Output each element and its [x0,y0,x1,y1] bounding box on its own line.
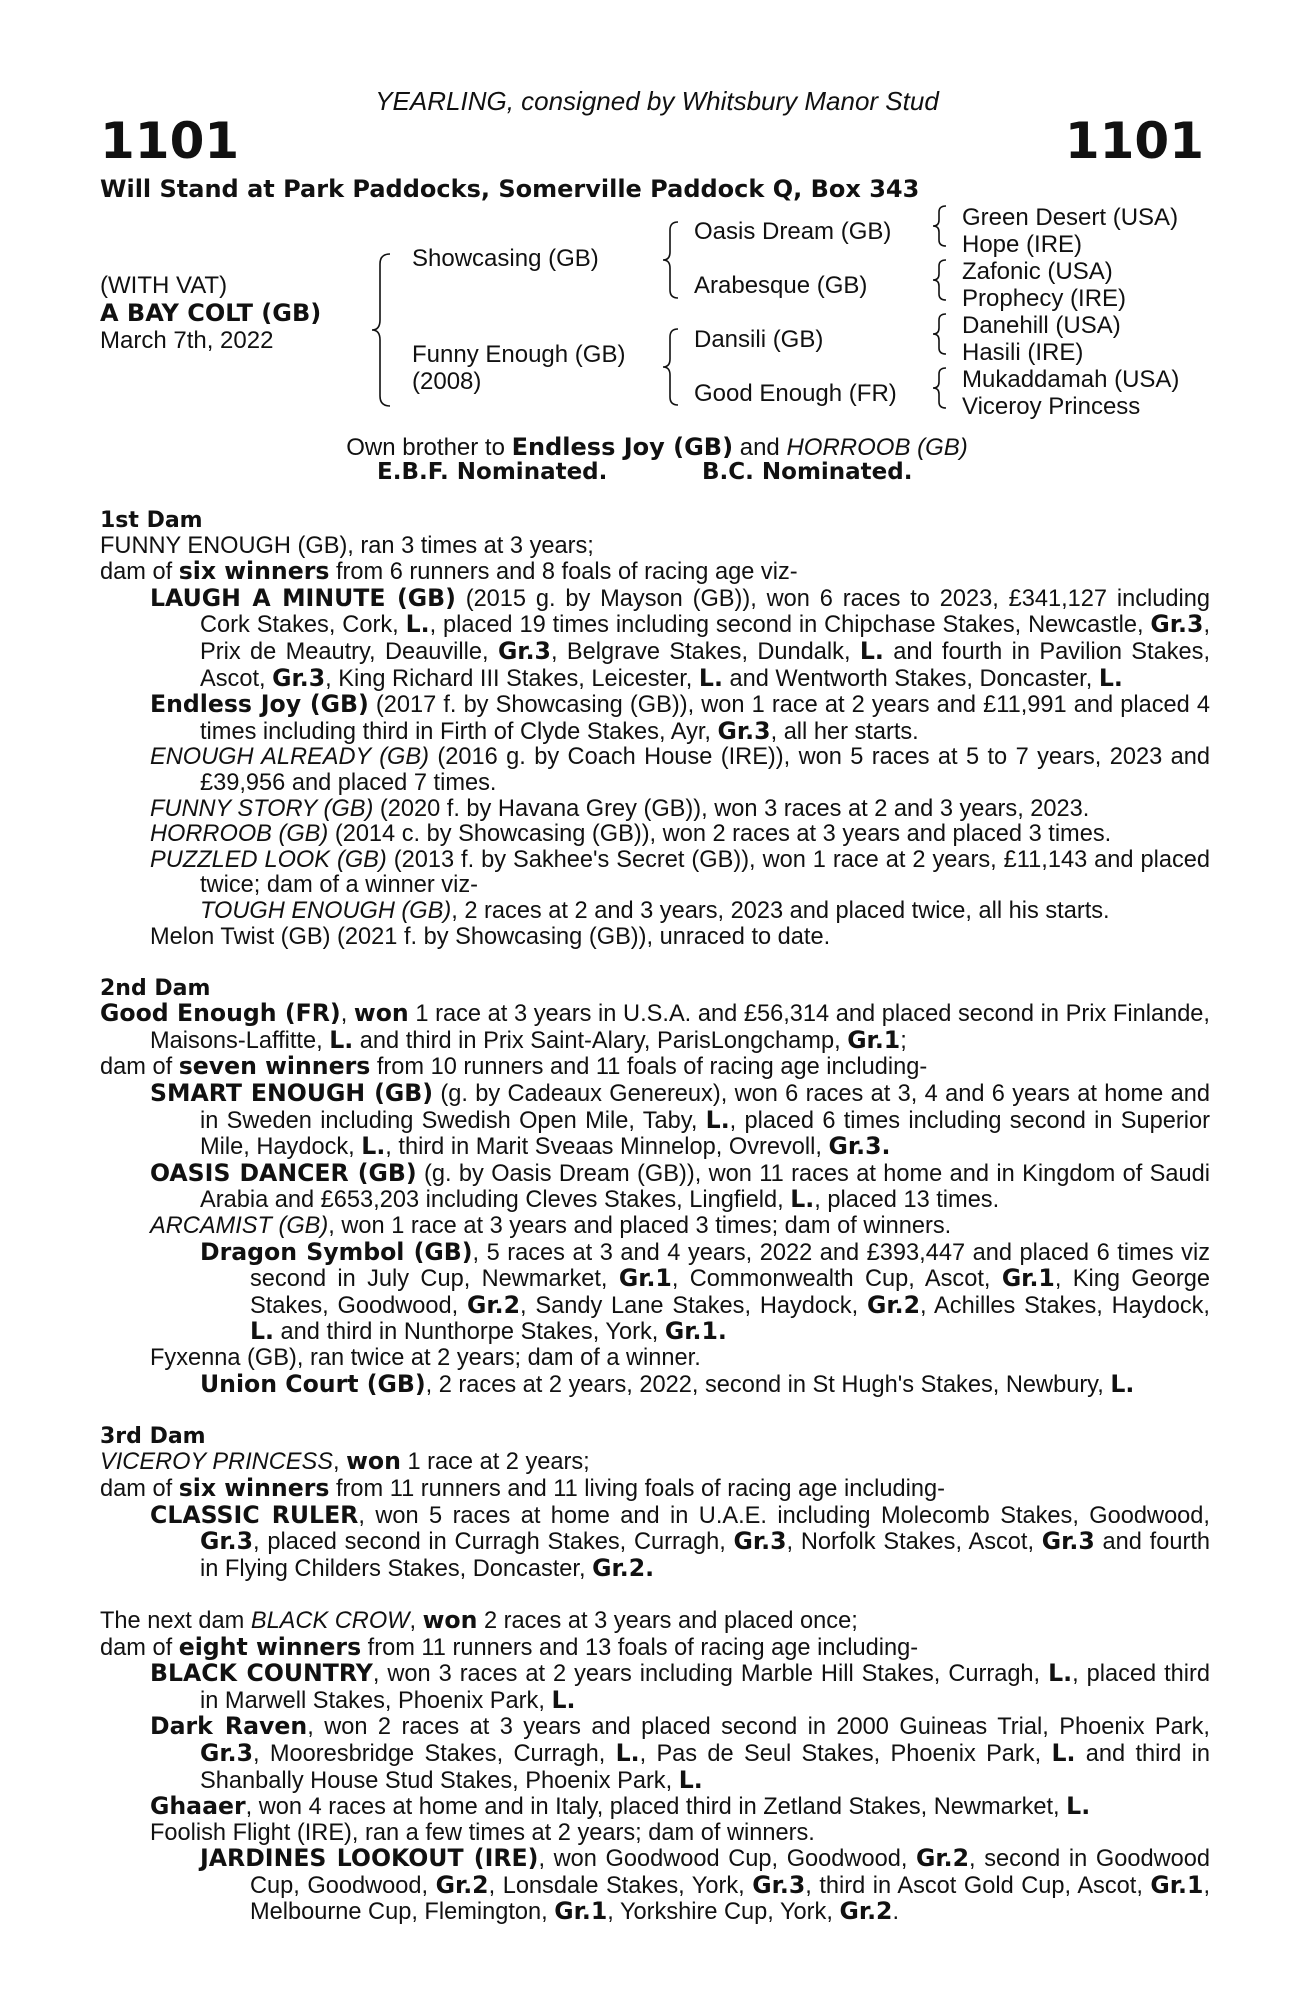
produce-black-country: BLACK COUNTRY, won 3 races at 2 years including Marble Hill Stakes, Curragh, L., placed third in Marwell Stakes, Phoenix Park, L. [150,1659,1211,1714]
lot-number-left: 1101 [100,112,240,170]
first-dam-line: FUNNY ENOUGH (GB), ran 3 times at 3 years; [100,532,594,559]
pedigree-sd: Arabesque (GB) [694,272,868,299]
pedigree-dss: Danehill (USA) [962,312,1121,339]
produce-puzzled-look: PUZZLED LOOK (GB) (2013 f. by Sakhee's Secret (GB)), won 1 race at 2 years, £11,143 and placed twice; dam of a winner viz- [150,846,1210,899]
second-dam-heading: 2nd Dam [100,975,211,1001]
second-dam-produce-summary: dam of seven winners from 10 runners and 11 foals of racing age including- [100,1052,928,1081]
ebf-nomination: E.B.F. Nominated. [377,459,608,485]
first-dam-heading: 1st Dam [100,508,203,533]
pedigree-bracket-sire [660,218,682,302]
consignment-line: YEARLING, consigned by Whitsbury Manor Stud [375,86,939,116]
pedigree-bracket-ds [930,311,950,357]
foaling-date: March 7th, 2022 [100,327,274,354]
third-dam-heading: 3rd Dam [100,1423,206,1449]
third-dam-produce-summary: dam of six winners from 11 runners and 11 living foals of racing age including- [100,1473,945,1502]
produce-funny-story: FUNNY STORY (GB) (2020 f. by Havana Grey (GB)), won 3 races at 2 and 3 years, 2023. [150,795,1090,822]
produce-horroob: HORROOB (GB) (2014 c. by Showcasing (GB)), won 2 races at 3 years and placed 3 times. [150,821,1112,848]
produce-oasis-dancer: OASIS DANCER (GB) (g. by Oasis Dream (GB)), won 11 races at home and in Kingdom of Saudi Arabia and £653,203 including Cleves Stakes, Lingfield, L., placed 13 times. [150,1158,1210,1214]
pedigree-bracket-main [368,250,394,410]
catalogue-body [100,508,1210,1926]
next-dam-line: The next dam BLACK CROW, won 2 races at 3 years and placed once; [100,1605,858,1634]
standing-location: Will Stand at Park Paddocks, Somerville Paddock Q, Box 343 [100,175,920,203]
pedigree-ddd: Viceroy Princess [962,393,1141,420]
horse-name: A BAY COLT (GB) [100,299,322,327]
pedigree-dd: Good Enough (FR) [694,380,897,407]
own-brother-line: Own brother to Endless Joy (GB) and HORROOB (GB) [346,433,968,461]
pedigree-ss: Oasis Dream (GB) [694,218,892,245]
pedigree-ds: Dansili (GB) [694,326,824,353]
produce-arcamist: ARCAMIST (GB), won 1 race at 3 years and placed 3 times; dam of winners. [150,1213,952,1240]
pedigree-sdd: Prophecy (IRE) [962,285,1127,312]
pedigree-dam: Funny Enough (GB) [412,341,626,368]
produce-endless-joy: Endless Joy (GB) (2017 f. by Showcasing (GB)), won 1 race at 2 years and £11,991 and placed 4 times including third in Firth of Clyde Stakes, Ayr, Gr.3, all her starts. [150,690,1210,745]
pedigree-sds: Zafonic (USA) [962,258,1113,285]
pedigree-dam-year: (2008) [412,368,482,395]
pedigree-bracket-dam [660,325,682,409]
third-dam-line: VICEROY PRINCESS, won 1 race at 2 years; [100,1447,590,1476]
produce-union-court: Union Court (GB), 2 races at 2 years, 2022, second in St Hugh's Stakes, Newbury, L. [200,1369,1135,1398]
pedigree-dds: Mukaddamah (USA) [962,366,1180,393]
vat-note: (WITH VAT) [100,272,228,299]
next-dam-produce-summary: dam of eight winners from 11 runners and 13 foals of racing age including- [100,1632,919,1661]
pedigree-bracket-ss [930,203,950,249]
produce-enough-already: ENOUGH ALREADY (GB) (2016 g. by Coach House (IRE)), won 5 races at 5 to 7 years, 2023 and £39,956 and placed 7 times. [150,744,1210,796]
produce-melon-twist: Melon Twist (GB) (2021 f. by Showcasing (GB)), unraced to date. [150,923,831,950]
produce-dark-raven: Dark Raven, won 2 races at 3 years and placed second in 2000 Guineas Trial, Phoenix Park, Gr.3, Mooresbridge Stakes, Curragh, L., Pas de Seul Stakes, Phoenix Park, L. and third in Shanbally House Stud Stakes, Phoenix Park, L. [150,1712,1211,1794]
produce-tough-enough: TOUGH ENOUGH (GB), 2 races at 2 and 3 years, 2023 and placed twice, all his starts. [200,897,1110,924]
lot-number-right: 1101 [1064,112,1204,170]
produce-classic-ruler: CLASSIC RULER, won 5 races at home and in U.A.E. including Molecomb Stakes, Goodwood, Gr.3, placed second in Curragh Stakes, Curragh, Gr.3, Norfolk Stakes, Ascot, Gr.3 and fourth in Flying Childers Stakes, Doncaster, Gr.2. [150,1500,1211,1582]
second-dam-line: Good Enough (FR), won 1 race at 3 years in U.S.A. and £56,314 and placed second in Prix Finlande, Maisons-Laffitte, L. and third in Prix Saint-Alary, ParisLongchamp, Gr.1; [100,999,1210,1054]
pedigree-sss: Green Desert (USA) [962,204,1179,231]
pedigree-ssd: Hope (IRE) [962,231,1083,258]
produce-jardines-lookout: JARDINES LOOKOUT (IRE), won Goodwood Cup, Goodwood, Gr.2, second in Goodwood Cup, Goodwood, Gr.2, Lonsdale Stakes, York, Gr.3, third in Ascot Gold Cup, Ascot, Gr.1, Melbourne Cup, Flemington, Gr.1, Yorkshire Cup, York, Gr.2. [200,1844,1211,1926]
pedigree-sire: Showcasing (GB) [412,245,599,272]
produce-dragon-symbol: Dragon Symbol (GB), 5 races at 3 and 4 years, 2022 and £393,447 and placed 6 times viz second in July Cup, Newmarket, Gr.1, Commonwealth Cup, Ascot, Gr.1, King George Stakes, Goodwood, Gr.2, Sandy Lane Stakes, Haydock, Gr.2, Achilles Stakes, Haydock, L. and third in Nunthorpe Stakes, York, Gr.1. [200,1237,1211,1346]
pedigree-bracket-sd [930,257,950,303]
first-dam-produce-summary: dam of six winners from 6 runners and 8 foals of racing age viz- [100,557,798,586]
pedigree-dsd: Hasili (IRE) [962,339,1084,366]
produce-foolish-flight: Foolish Flight (IRE), ran a few times at 2 years; dam of winners. [150,1819,815,1846]
produce-laugh-a-minute: LAUGH A MINUTE (GB) (2015 g. by Mayson (GB)), won 6 races to 2023, £341,127 including Cork Stakes, Cork, L., placed 19 times including second in Chipchase Stakes, Newcastle, Gr.3, Prix de Meautry, Deauville, Gr.3, Belgrave Stakes, Dundalk, L. and fourth in Pavilion Stakes, Ascot, Gr.3, King Richard III Stakes, Leicester, L. and Wentworth Stakes, Doncaster, L. [150,583,1210,692]
produce-ghaaer: Ghaaer, won 4 races at home and in Italy, placed third in Zetland Stakes, Newmarket, L. [150,1792,1091,1821]
produce-fyxenna: Fyxenna (GB), ran twice at 2 years; dam of a winner. [150,1345,701,1371]
pedigree-bracket-dd [930,365,950,411]
bc-nomination: B.C. Nominated. [702,459,913,485]
produce-smart-enough: SMART ENOUGH (GB) (g. by Cadeaux Genereux), won 6 races at 3, 4 and 6 years at home and in Sweden including Swedish Open Mile, Taby, L., placed 6 times including second in Superior Mile, Haydock, L., third in Marit Sveaas Minnelop, Ovrevoll, Gr.3. [150,1079,1210,1161]
